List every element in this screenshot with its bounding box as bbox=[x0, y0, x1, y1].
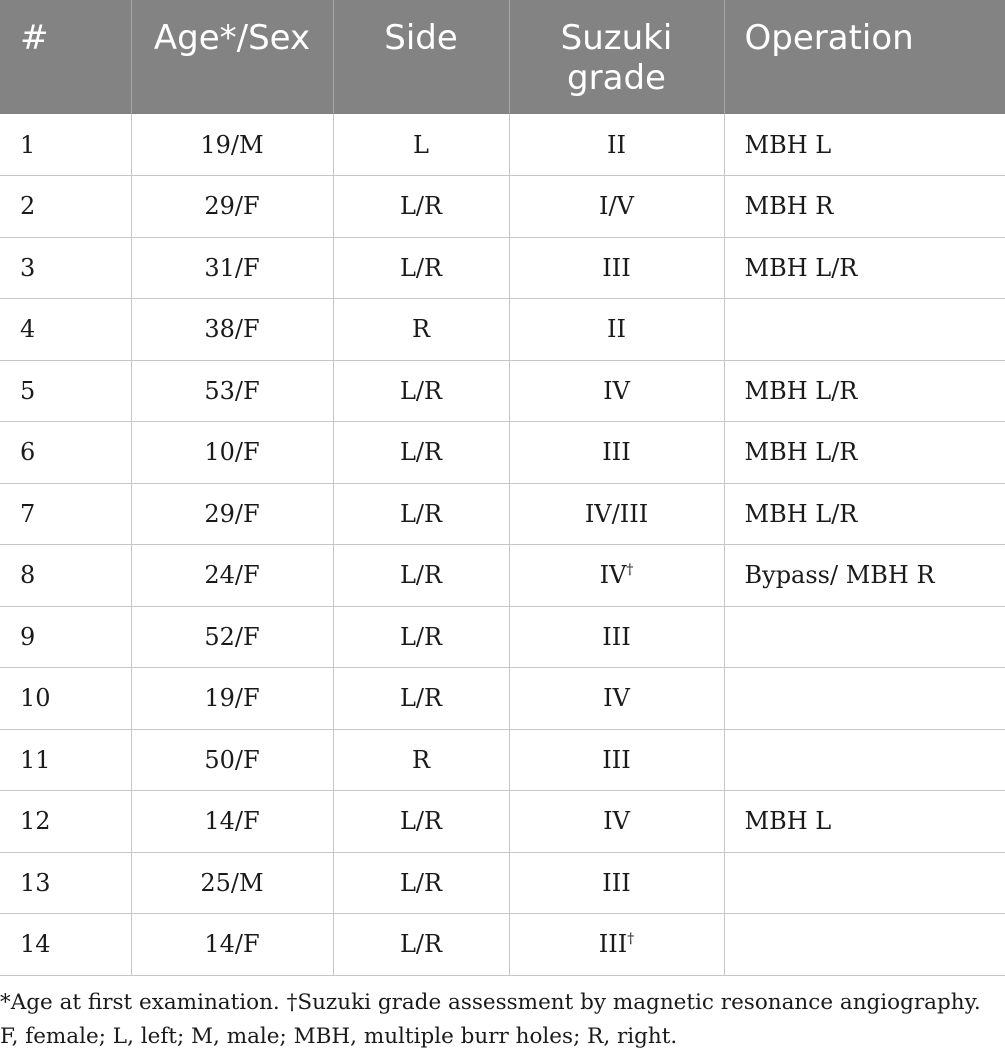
cell-age-sex bbox=[131, 422, 333, 484]
table-header bbox=[0, 0, 1005, 114]
table-row bbox=[0, 914, 1005, 976]
cell-side bbox=[333, 852, 509, 914]
cell-operation bbox=[724, 729, 1005, 791]
cell-age-sex-text: 14/F bbox=[204, 807, 260, 836]
cell-number-text: 10 bbox=[20, 684, 51, 713]
cell-side-text: L/R bbox=[399, 622, 443, 651]
cell-side bbox=[333, 791, 509, 853]
header-row bbox=[0, 0, 1005, 114]
cell-side bbox=[333, 299, 509, 361]
cell-age-sex-text: 19/F bbox=[204, 684, 260, 713]
cell-number bbox=[0, 606, 131, 668]
cell-suzuki-grade-text: III bbox=[602, 253, 631, 282]
cell-side-text: L bbox=[413, 130, 429, 159]
cell-age-sex-text: 29/F bbox=[204, 499, 260, 528]
table-body bbox=[0, 114, 1005, 975]
cell-suzuki-grade-text: I/V bbox=[599, 192, 634, 221]
cell-suzuki-grade bbox=[509, 791, 724, 853]
cell-suzuki-grade-text: IV bbox=[599, 561, 627, 590]
cell-side-text: L/R bbox=[399, 499, 443, 528]
cell-age-sex bbox=[131, 299, 333, 361]
table-row bbox=[0, 422, 1005, 484]
cell-age-sex-text: 19/M bbox=[200, 130, 264, 159]
cell-suzuki-grade bbox=[509, 668, 724, 730]
cell-side bbox=[333, 914, 509, 976]
cell-operation-text: MBH R bbox=[744, 192, 834, 221]
cell-number bbox=[0, 791, 131, 853]
cell-number bbox=[0, 668, 131, 730]
cell-side-text: R bbox=[411, 315, 431, 344]
cell-suzuki-grade bbox=[509, 114, 724, 176]
cell-suzuki-grade-text: III bbox=[602, 622, 631, 651]
cell-number-text: 4 bbox=[20, 315, 36, 344]
table-row bbox=[0, 606, 1005, 668]
table-row bbox=[0, 237, 1005, 299]
cell-age-sex bbox=[131, 237, 333, 299]
cell-number-text: 5 bbox=[20, 376, 36, 405]
cell-operation bbox=[724, 114, 1005, 176]
cell-operation bbox=[724, 914, 1005, 976]
cell-number bbox=[0, 237, 131, 299]
cell-side bbox=[333, 237, 509, 299]
table-row bbox=[0, 176, 1005, 238]
cell-side-text: L/R bbox=[399, 438, 443, 467]
cell-operation-text: MBH L bbox=[744, 807, 832, 836]
cell-suzuki-grade-text: IV bbox=[603, 376, 630, 405]
cell-age-sex bbox=[131, 545, 333, 607]
cell-side-text: L/R bbox=[399, 253, 443, 282]
cell-operation bbox=[724, 791, 1005, 853]
cell-side-text: R bbox=[411, 745, 431, 774]
cell-age-sex bbox=[131, 914, 333, 976]
cell-operation-text: MBH L/R bbox=[744, 253, 858, 282]
cell-operation-text: MBH L/R bbox=[744, 438, 858, 467]
cell-operation bbox=[724, 237, 1005, 299]
table-footnote: *Age at first examination. †Suzuki grade assessment by magnetic resonance angiography. F, female; L, left; M, male; MBH, multiple burr holes; R, right. bbox=[0, 990, 981, 1049]
cell-age-sex bbox=[131, 791, 333, 853]
cell-side bbox=[333, 606, 509, 668]
cell-side bbox=[333, 483, 509, 545]
cell-suzuki-grade bbox=[509, 606, 724, 668]
cell-number-text: 13 bbox=[20, 868, 51, 897]
mra-footnote-mark: † bbox=[627, 931, 635, 948]
cell-suzuki-grade bbox=[509, 360, 724, 422]
cell-suzuki-grade-text: IV bbox=[603, 684, 630, 713]
cell-side bbox=[333, 668, 509, 730]
header-age-sex: Age*/Sex bbox=[131, 0, 333, 114]
cell-side-text: L/R bbox=[399, 376, 443, 405]
cell-age-sex-text: 29/F bbox=[204, 192, 260, 221]
cell-side bbox=[333, 729, 509, 791]
cell-operation bbox=[724, 668, 1005, 730]
cell-side-text: L/R bbox=[399, 192, 443, 221]
table-row bbox=[0, 729, 1005, 791]
cell-number-text: 6 bbox=[20, 438, 36, 467]
cell-suzuki-grade bbox=[509, 422, 724, 484]
cell-age-sex bbox=[131, 483, 333, 545]
cell-operation bbox=[724, 852, 1005, 914]
cell-side-text: L/R bbox=[399, 561, 443, 590]
cell-side-text: L/R bbox=[399, 930, 443, 959]
cell-operation bbox=[724, 176, 1005, 238]
cell-number bbox=[0, 176, 131, 238]
cell-suzuki-grade bbox=[509, 299, 724, 361]
cell-number-text: 14 bbox=[20, 930, 51, 959]
cell-age-sex bbox=[131, 176, 333, 238]
table-row bbox=[0, 791, 1005, 853]
cell-age-sex-text: 38/F bbox=[204, 315, 260, 344]
cell-age-sex bbox=[131, 360, 333, 422]
cell-side-text: L/R bbox=[399, 868, 443, 897]
cell-number-text: 12 bbox=[20, 807, 51, 836]
cell-age-sex-text: 31/F bbox=[204, 253, 260, 282]
cell-suzuki-grade bbox=[509, 545, 724, 607]
cell-number-text: 11 bbox=[20, 745, 51, 774]
cell-age-sex-text: 50/F bbox=[204, 745, 260, 774]
header-number: # bbox=[0, 0, 131, 114]
cell-number bbox=[0, 422, 131, 484]
cell-side bbox=[333, 360, 509, 422]
cell-suzuki-grade-text: III bbox=[602, 745, 631, 774]
cell-number bbox=[0, 360, 131, 422]
cell-age-sex bbox=[131, 606, 333, 668]
cell-number-text: 1 bbox=[20, 130, 36, 159]
header-operation: Operation bbox=[724, 0, 1005, 114]
cell-operation bbox=[724, 360, 1005, 422]
cell-number bbox=[0, 914, 131, 976]
cell-suzuki-grade bbox=[509, 483, 724, 545]
cell-operation bbox=[724, 483, 1005, 545]
cell-age-sex-text: 10/F bbox=[204, 438, 260, 467]
mra-footnote-mark: † bbox=[626, 562, 634, 579]
cell-side bbox=[333, 422, 509, 484]
cell-age-sex-text: 53/F bbox=[204, 376, 260, 405]
cell-age-sex-text: 24/F bbox=[204, 561, 260, 590]
cell-suzuki-grade bbox=[509, 237, 724, 299]
cell-side bbox=[333, 545, 509, 607]
table-row bbox=[0, 299, 1005, 361]
cell-side-text: L/R bbox=[399, 684, 443, 713]
cell-suzuki-grade-text: IV bbox=[603, 807, 630, 836]
table-row bbox=[0, 852, 1005, 914]
cell-age-sex bbox=[131, 114, 333, 176]
table-row bbox=[0, 114, 1005, 176]
cell-age-sex-text: 52/F bbox=[204, 622, 260, 651]
cell-number bbox=[0, 483, 131, 545]
cell-operation-text: MBH L/R bbox=[744, 376, 858, 405]
cell-side bbox=[333, 176, 509, 238]
cell-operation-text: Bypass/ MBH R bbox=[744, 561, 935, 590]
table-row bbox=[0, 545, 1005, 607]
cell-number-text: 8 bbox=[20, 561, 36, 590]
cell-suzuki-grade bbox=[509, 914, 724, 976]
cell-suzuki-grade-text: III bbox=[602, 438, 631, 467]
cell-operation bbox=[724, 606, 1005, 668]
cell-age-sex bbox=[131, 852, 333, 914]
table-row bbox=[0, 483, 1005, 545]
cell-number bbox=[0, 545, 131, 607]
cell-suzuki-grade-text: II bbox=[607, 315, 626, 344]
cell-operation bbox=[724, 299, 1005, 361]
cell-suzuki-grade bbox=[509, 729, 724, 791]
cell-age-sex bbox=[131, 668, 333, 730]
cell-side bbox=[333, 114, 509, 176]
cell-age-sex bbox=[131, 729, 333, 791]
header-side: Side bbox=[333, 0, 509, 114]
cell-suzuki-grade-text: III bbox=[598, 930, 628, 959]
cell-suzuki-grade bbox=[509, 176, 724, 238]
cell-number bbox=[0, 299, 131, 361]
cell-operation-text: MBH L/R bbox=[744, 499, 858, 528]
cell-side-text: L/R bbox=[399, 807, 443, 836]
cell-suzuki-grade-text: II bbox=[607, 130, 626, 159]
table-row bbox=[0, 360, 1005, 422]
cell-operation-text: MBH L bbox=[744, 130, 832, 159]
cell-age-sex-text: 14/F bbox=[204, 930, 260, 959]
cell-number-text: 7 bbox=[20, 499, 36, 528]
cell-number-text: 9 bbox=[20, 622, 36, 651]
cell-age-sex-text: 25/M bbox=[200, 868, 264, 897]
cell-number-text: 3 bbox=[20, 253, 36, 282]
cell-operation bbox=[724, 545, 1005, 607]
cell-suzuki-grade-text: III bbox=[602, 868, 631, 897]
cell-suzuki-grade-text: IV/III bbox=[584, 499, 649, 528]
cell-operation bbox=[724, 422, 1005, 484]
cell-number-text: 2 bbox=[20, 192, 36, 221]
cell-number bbox=[0, 114, 131, 176]
table-row bbox=[0, 668, 1005, 730]
cell-number bbox=[0, 852, 131, 914]
header-suzuki-grade: Suzuki grade bbox=[509, 0, 724, 114]
cell-number bbox=[0, 729, 131, 791]
cell-suzuki-grade bbox=[509, 852, 724, 914]
